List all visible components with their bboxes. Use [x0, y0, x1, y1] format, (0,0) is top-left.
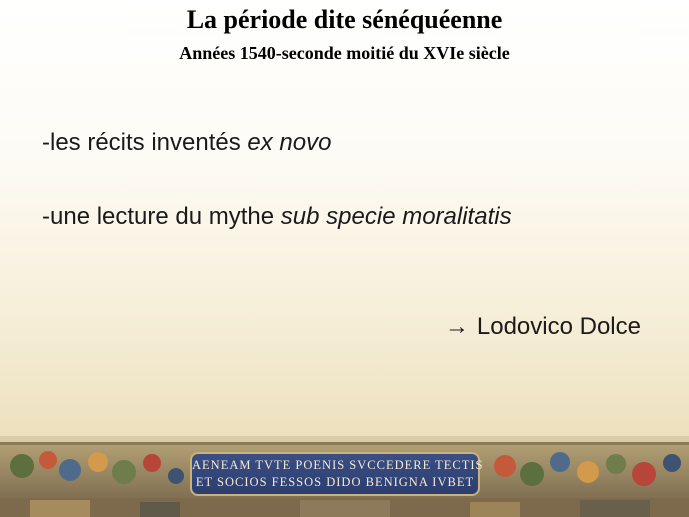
bullet-item: [42, 202, 512, 232]
bullet-item: [42, 128, 331, 158]
bullet-text: -les récits inventés: [42, 129, 248, 156]
inscription-line: AENEAM TVTE POENIS SVCCEDERE TECTIS: [192, 458, 484, 472]
tapestry-inscription: [190, 452, 484, 496]
bullet-text: -une lecture du mythe: [42, 203, 281, 230]
bullet-italic-text: sub specie moralitatis: [280, 203, 512, 230]
bullet-italic-text: ex novo: [247, 129, 332, 156]
author-name: Lodovico Dolce: [476, 313, 641, 340]
tapestry-image: [0, 436, 689, 517]
inscription-line: ET SOCIOS FESSOS DIDO BENIGNA IVBET: [195, 475, 475, 489]
author-reference: [445, 312, 641, 342]
slide-subtitle: Années 1540-seconde moitié du XVIe siècle: [179, 43, 510, 63]
slide-title: La période dite sénéquéenne: [186, 5, 503, 34]
arrow-right-icon: →: [444, 313, 469, 340]
